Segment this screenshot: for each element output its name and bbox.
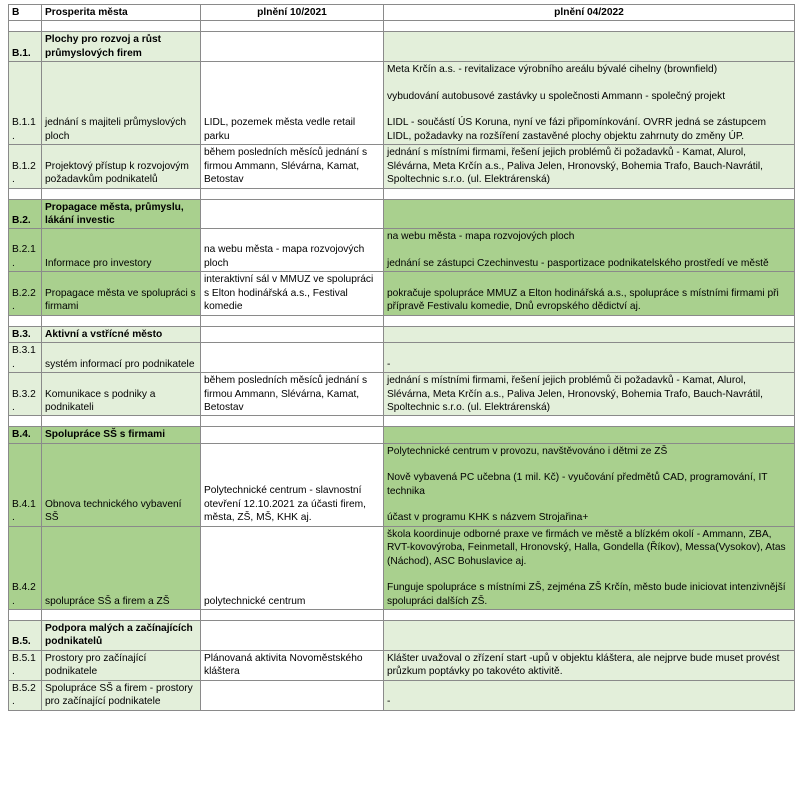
plneni-2022-paragraph: Klášter uvažoval o zřízení start -upů v objektu kláštera, ale nejprve bude muset provést průzkum poptávky po takovéto aktivitě. [387, 652, 780, 678]
row-code: B.3.1. [9, 343, 42, 373]
row-b2 [9, 199, 795, 229]
row-b1-2 [9, 145, 795, 188]
plneni-2021-cell: interaktivní sál v MMUZ ve spolupráci s Elton hodinářská a.s., Festival komedie [201, 272, 384, 315]
row-name: Podpora malých a začínajících podnikatelů [42, 620, 201, 650]
plneni-2022-paragraph: pokračuje spolupráce MMUZ a Elton hodinářská a.s., spolupráce s místními firmami při přípravě Festivalu komedie, Dnů evropského dědictví aj. [387, 287, 779, 313]
plneni-2022-cell [384, 229, 795, 272]
row-code: B.5. [9, 620, 42, 650]
plneni-2021-cell [201, 326, 384, 342]
row-b1-1 [9, 62, 795, 145]
plneni-2021-cell [201, 427, 384, 443]
plneni-2022-paragraph: Funguje spolupráce s místními ZŠ, zejména ZŠ Krčín, město bude iniciovat intenzivnější spolupráci dalších ZŠ. [387, 582, 786, 607]
header-col-b: B [9, 5, 42, 21]
plneni-2022-paragraph: - [387, 696, 391, 708]
plneni-2021-cell: během posledních měsíců jednání s firmou Ammann, Slévárna, Kamat, Betostav [201, 373, 384, 416]
plneni-2022-paragraph: Polytechnické centrum v provozu, navštěvováno i dětmi ze ZŠ [387, 445, 668, 457]
plneni-2022-cell [384, 443, 795, 526]
spacer-row [9, 21, 795, 32]
row-name: Komunikace s podniky a podnikateli [42, 373, 201, 416]
row-b3 [9, 326, 795, 342]
plneni-2022-paragraph: jednání s místními firmami, řešení jejich problémů či požadavků - Kamat, Alurol, Slévárna, Meta Krčín a.s., Paliva Jelen, Hronovský, Bohemia Trafo, Bauch-Navrátil, Spoltechnic s.r.o. (ul. Elektrárenská) [387, 147, 763, 186]
plneni-2021-cell: polytechnické centrum [201, 526, 384, 609]
header-col-2022: plnění 04/2022 [384, 5, 795, 21]
row-name: Propagace města, průmyslu, lákání investic [42, 199, 201, 229]
plneni-2022-paragraph: Nově vybavená PC učebna (1 mil. Kč) - vyučování předmětů CAD, programování, IT technika [387, 472, 768, 497]
row-name: Spolupráce SŠ a firem - prostory pro začínající podnikatele [42, 680, 201, 710]
plneni-2022-cell [384, 526, 795, 609]
plneni-2022-paragraph: jednání se zástupci Czechinvestu - pasportizace podnikatelského prostředí ve městě [387, 257, 769, 269]
plneni-2022-paragraph: - [387, 358, 391, 370]
spacer-2 [9, 315, 795, 326]
plneni-2021-cell: během posledních měsíců jednání s firmou Ammann, Slévárna, Kamat, Betostav [201, 145, 384, 188]
row-code: B.3. [9, 326, 42, 342]
plneni-2022-paragraph: vybudování autobusové zastávky u společnosti Ammann - společný projekt [387, 90, 726, 102]
row-code: B.1.2. [9, 145, 42, 188]
row-b3-2 [9, 373, 795, 416]
plneni-2022-cell [384, 272, 795, 315]
row-name: Prostory pro začínající podnikatele [42, 650, 201, 680]
row-name: Propagace města ve spolupráci s firmami [42, 272, 201, 315]
row-code: B.4. [9, 427, 42, 443]
row-name: systém informací pro podnikatele [42, 343, 201, 373]
plneni-2022-cell [384, 62, 795, 145]
plneni-2022-cell [384, 620, 795, 650]
row-name: Aktivní a vstřícné město [42, 326, 201, 342]
plneni-2022-cell [384, 199, 795, 229]
row-name: spolupráce SŠ a firem a ZŠ [42, 526, 201, 609]
row-b5-1 [9, 650, 795, 680]
row-code: B.2. [9, 199, 42, 229]
spacer-4 [9, 609, 795, 620]
row-name: Spolupráce SŠ s firmami [42, 427, 201, 443]
plneni-2021-cell [201, 32, 384, 62]
row-b5 [9, 620, 795, 650]
row-b4-1 [9, 443, 795, 526]
plneni-2021-cell [201, 199, 384, 229]
row-code: B.1. [9, 32, 42, 62]
plneni-2022-cell [384, 32, 795, 62]
plneni-2021-cell: Plánovaná aktivita Novoměstského kláštera [201, 650, 384, 680]
plneni-2022-cell [384, 680, 795, 710]
plneni-2022-cell [384, 343, 795, 373]
spacer-1 [9, 188, 795, 199]
plneni-2022-cell [384, 650, 795, 680]
plneni-2022-paragraph: na webu města - mapa rozvojových ploch [387, 231, 575, 243]
row-name: jednání s majiteli průmyslových ploch [42, 62, 201, 145]
header-col-2021: plnění 10/2021 [201, 5, 384, 21]
plneni-2022-cell [384, 145, 795, 188]
plneni-2021-cell [201, 680, 384, 710]
plneni-2022-paragraph: LIDL - součástí ÚS Koruna, nyní ve fázi připomínkování. OVRR jedná se zástupcem LIDL, požadavky na rozšíření zastavěné plochy objektu zahrnuty do změny ÚP. [387, 117, 767, 142]
plneni-2021-cell [201, 620, 384, 650]
plneni-2022-cell [384, 373, 795, 416]
prosperity-table [8, 4, 795, 711]
row-code: B.2.1. [9, 229, 42, 272]
row-b2-1 [9, 229, 795, 272]
row-name: Informace pro investory [42, 229, 201, 272]
spacer-3 [9, 416, 795, 427]
row-name: Obnova technického vybavení SŠ [42, 443, 201, 526]
row-code: B.4.2. [9, 526, 42, 609]
row-name: Plochy pro rozvoj a růst průmyslových firem [42, 32, 201, 62]
plneni-2022-cell [384, 326, 795, 342]
plneni-2021-cell: LIDL, pozemek města vedle retail parku [201, 62, 384, 145]
row-b1 [9, 32, 795, 62]
plneni-2021-cell [201, 343, 384, 373]
plneni-2021-cell: Polytechnické centrum - slavnostní otevření 12.10.2021 za účasti firem, města, ZŠ, MŠ, KHK aj. [201, 443, 384, 526]
row-code: B.2.2. [9, 272, 42, 315]
plneni-2022-paragraph: škola koordinuje odborné praxe ve firmách ve městě a blízkém okolí - Ammann, ZBA, RVT-kovovýroba, Feinmetall, Hronovský, Halla, Gondella (Říkov), Messa(Vysokov), Atas (Náchod), ASC Bohuslavice aj. [387, 528, 786, 567]
row-b3-1 [9, 343, 795, 373]
header-col-name: Prosperita města [42, 5, 201, 21]
header-row [9, 5, 795, 21]
row-name: Projektový přístup k rozvojovým požadavkům podnikatelů [42, 145, 201, 188]
plneni-2021-cell: na webu města - mapa rozvojových ploch [201, 229, 384, 272]
row-code: B.5.2. [9, 680, 42, 710]
plneni-2022-cell [384, 427, 795, 443]
row-b4-2 [9, 526, 795, 609]
plneni-2022-paragraph: jednání s místními firmami, řešení jejich problémů či požadavků - Kamat, Alurol, Slévárna, Meta Krčín a.s., Paliva Jelen, Hronovský, Bohemia Trafo, Bauch-Navrátil, Spoltechnic s.r.o. (ul. Elektrárenská) [387, 375, 763, 413]
row-code: B.5.1. [9, 650, 42, 680]
row-b2-2 [9, 272, 795, 315]
row-code: B.3.2. [9, 373, 42, 416]
plneni-2022-paragraph: účast v programu KHK s názvem Strojařina+ [387, 512, 589, 524]
row-b4 [9, 427, 795, 443]
plneni-2022-paragraph: Meta Krčín a.s. - revitalizace výrobního areálu bývalé cihelny (brownfield) [387, 64, 718, 76]
row-b5-2 [9, 680, 795, 710]
row-code: B.4.1. [9, 443, 42, 526]
row-code: B.1.1. [9, 62, 42, 145]
